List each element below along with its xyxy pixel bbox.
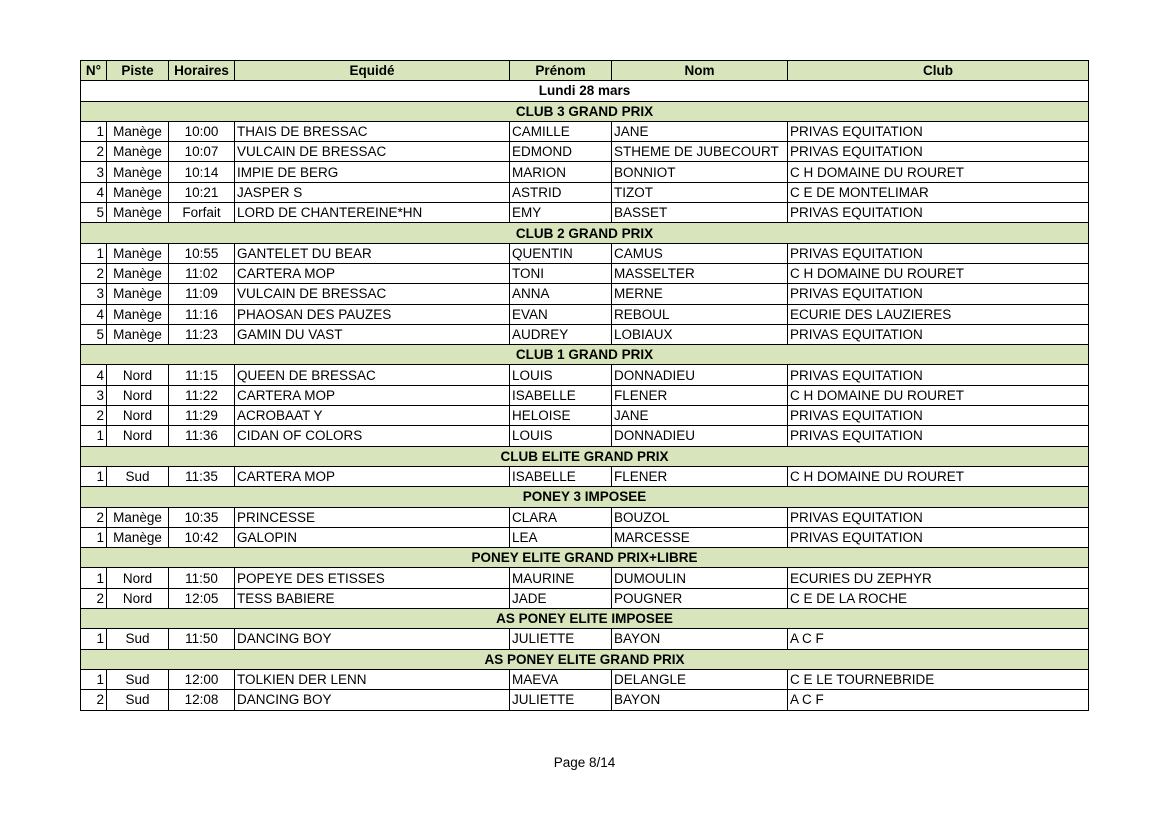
entry-time: 10:55 xyxy=(169,243,235,263)
entry-first-name: EMY xyxy=(510,203,612,223)
entry-club: PRIVAS EQUITATION xyxy=(788,243,1089,263)
entry-piste: Nord xyxy=(107,426,169,446)
entry-time: 10:35 xyxy=(169,507,235,527)
entry-first-name: JULIETTE xyxy=(510,629,612,649)
section-title: CLUB 3 GRAND PRIX xyxy=(81,101,1089,121)
entry-first-name: CAMILLE xyxy=(510,121,612,141)
entry-last-name: POUGNER xyxy=(612,588,788,608)
entry-last-name: BASSET xyxy=(612,203,788,223)
entry-first-name: LEA xyxy=(510,527,612,547)
entry-first-name: EVAN xyxy=(510,304,612,324)
entry-horse: DANCING BOY xyxy=(235,629,510,649)
entry-horse: DANCING BOY xyxy=(235,690,510,710)
entry-last-name: MARCESSE xyxy=(612,527,788,547)
entry-time: 11:16 xyxy=(169,304,235,324)
entry-last-name: DONNADIEU xyxy=(612,426,788,446)
entry-first-name: AUDREY xyxy=(510,324,612,344)
entry-number: 1 xyxy=(81,568,107,588)
entry-piste: Manège xyxy=(107,203,169,223)
entry-time: 10:07 xyxy=(169,142,235,162)
header-row xyxy=(81,61,1089,81)
entry-club: PRIVAS EQUITATION xyxy=(788,121,1089,141)
entry-first-name: CLARA xyxy=(510,507,612,527)
entry-time: 11:09 xyxy=(169,284,235,304)
entry-club: C E DE LA ROCHE xyxy=(788,588,1089,608)
entry-piste: Manège xyxy=(107,527,169,547)
table-row xyxy=(81,365,1089,385)
entry-first-name: EDMOND xyxy=(510,142,612,162)
entry-first-name: MAEVA xyxy=(510,669,612,689)
entry-number: 2 xyxy=(81,406,107,426)
entry-piste: Manège xyxy=(107,263,169,283)
entry-last-name: BAYON xyxy=(612,629,788,649)
entry-number: 4 xyxy=(81,304,107,324)
entry-first-name: TONI xyxy=(510,263,612,283)
entry-last-name: DELANGLE xyxy=(612,669,788,689)
col-header-equide: Equidé xyxy=(235,61,510,81)
entry-horse: TESS BABIERE xyxy=(235,588,510,608)
entry-piste: Manège xyxy=(107,142,169,162)
entry-time: 11:50 xyxy=(169,568,235,588)
entry-horse: PHAOSAN DES PAUZES xyxy=(235,304,510,324)
entry-horse: CARTERA MOP xyxy=(235,385,510,405)
entry-last-name: LOBIAUX xyxy=(612,324,788,344)
entry-horse: JASPER S xyxy=(235,182,510,202)
entry-number: 2 xyxy=(81,588,107,608)
section-title: AS PONEY ELITE GRAND PRIX xyxy=(81,649,1089,669)
entry-number: 3 xyxy=(81,162,107,182)
entry-number: 1 xyxy=(81,121,107,141)
table-row xyxy=(81,324,1089,344)
entry-piste: Manège xyxy=(107,507,169,527)
entry-last-name: BAYON xyxy=(612,690,788,710)
table-body xyxy=(81,81,1089,710)
table-row xyxy=(81,162,1089,182)
entry-first-name: MARION xyxy=(510,162,612,182)
entry-last-name: FLENER xyxy=(612,385,788,405)
entry-number: 3 xyxy=(81,385,107,405)
entry-club: C E DE MONTELIMAR xyxy=(788,182,1089,202)
entry-time: 12:05 xyxy=(169,588,235,608)
section-row xyxy=(81,446,1089,466)
entry-horse: THAIS DE BRESSAC xyxy=(235,121,510,141)
entry-horse: CARTERA MOP xyxy=(235,263,510,283)
entry-time: 11:35 xyxy=(169,466,235,486)
table-row xyxy=(81,426,1089,446)
entry-horse: POPEYE DES ETISSES xyxy=(235,568,510,588)
table-row xyxy=(81,690,1089,710)
entry-club: C H DOMAINE DU ROURET xyxy=(788,263,1089,283)
section-title: CLUB 1 GRAND PRIX xyxy=(81,345,1089,365)
entry-piste: Manège xyxy=(107,243,169,263)
table-row xyxy=(81,629,1089,649)
entry-last-name: MASSELTER xyxy=(612,263,788,283)
start-list-table xyxy=(80,60,1089,711)
day-label: Lundi 28 mars xyxy=(81,81,1089,101)
table-row xyxy=(81,568,1089,588)
entry-piste: Sud xyxy=(107,669,169,689)
entry-first-name: ANNA xyxy=(510,284,612,304)
entry-first-name: LOUIS xyxy=(510,365,612,385)
entry-piste: Sud xyxy=(107,690,169,710)
entry-piste: Manège xyxy=(107,121,169,141)
entry-first-name: JULIETTE xyxy=(510,690,612,710)
table-row xyxy=(81,121,1089,141)
entry-horse: GALOPIN xyxy=(235,527,510,547)
section-title: PONEY ELITE GRAND PRIX+LIBRE xyxy=(81,548,1089,568)
section-title: CLUB ELITE GRAND PRIX xyxy=(81,446,1089,466)
entry-piste: Manège xyxy=(107,182,169,202)
table-row xyxy=(81,507,1089,527)
entry-horse: ACROBAAT Y xyxy=(235,406,510,426)
entry-last-name: DUMOULIN xyxy=(612,568,788,588)
entry-number: 1 xyxy=(81,426,107,446)
table-row xyxy=(81,142,1089,162)
entry-piste: Nord xyxy=(107,406,169,426)
entry-last-name: CAMUS xyxy=(612,243,788,263)
entry-horse: GAMIN DU VAST xyxy=(235,324,510,344)
entry-club: C H DOMAINE DU ROURET xyxy=(788,466,1089,486)
entry-time: 10:14 xyxy=(169,162,235,182)
entry-piste: Manège xyxy=(107,324,169,344)
entry-time: 11:50 xyxy=(169,629,235,649)
entry-last-name: REBOUL xyxy=(612,304,788,324)
table-row xyxy=(81,527,1089,547)
entry-club: C H DOMAINE DU ROURET xyxy=(788,162,1089,182)
entry-club: C E LE TOURNEBRIDE xyxy=(788,669,1089,689)
entry-time: 11:29 xyxy=(169,406,235,426)
entry-time: 11:23 xyxy=(169,324,235,344)
entry-piste: Sud xyxy=(107,629,169,649)
entry-club: ECURIE DES LAUZIERES xyxy=(788,304,1089,324)
entry-number: 4 xyxy=(81,365,107,385)
section-title: CLUB 2 GRAND PRIX xyxy=(81,223,1089,243)
entry-number: 2 xyxy=(81,690,107,710)
entry-number: 2 xyxy=(81,263,107,283)
entry-time: 11:22 xyxy=(169,385,235,405)
col-header-piste: Piste xyxy=(107,61,169,81)
entry-club: PRIVAS EQUITATION xyxy=(788,324,1089,344)
entry-club: ECURIES DU ZEPHYR xyxy=(788,568,1089,588)
entry-time: 10:42 xyxy=(169,527,235,547)
entry-time: 10:00 xyxy=(169,121,235,141)
col-header-prenom: Prénom xyxy=(510,61,612,81)
entry-piste: Manège xyxy=(107,284,169,304)
section-row xyxy=(81,609,1089,629)
entry-horse: VULCAIN DE BRESSAC xyxy=(235,284,510,304)
entry-horse: TOLKIEN DER LENN xyxy=(235,669,510,689)
entry-number: 2 xyxy=(81,507,107,527)
entry-piste: Sud xyxy=(107,466,169,486)
col-header-no: N° xyxy=(81,61,107,81)
table-row xyxy=(81,243,1089,263)
table-row xyxy=(81,182,1089,202)
entry-horse: PRINCESSE xyxy=(235,507,510,527)
col-header-club: Club xyxy=(788,61,1089,81)
entry-first-name: QUENTIN xyxy=(510,243,612,263)
table-row xyxy=(81,669,1089,689)
table-row xyxy=(81,284,1089,304)
section-title: AS PONEY ELITE IMPOSEE xyxy=(81,609,1089,629)
entry-number: 1 xyxy=(81,527,107,547)
entry-club: PRIVAS EQUITATION xyxy=(788,527,1089,547)
entry-number: 1 xyxy=(81,629,107,649)
col-header-nom: Nom xyxy=(612,61,788,81)
entry-horse: GANTELET DU BEAR xyxy=(235,243,510,263)
entry-first-name: ISABELLE xyxy=(510,466,612,486)
entry-club: A C F xyxy=(788,629,1089,649)
entry-piste: Nord xyxy=(107,385,169,405)
col-header-horaires: Horaires xyxy=(169,61,235,81)
entry-last-name: JANE xyxy=(612,406,788,426)
table-row xyxy=(81,466,1089,486)
entry-piste: Manège xyxy=(107,162,169,182)
entry-time: 11:02 xyxy=(169,263,235,283)
entry-horse: CIDAN OF COLORS xyxy=(235,426,510,446)
table-row xyxy=(81,385,1089,405)
entry-horse: CARTERA MOP xyxy=(235,466,510,486)
entry-last-name: BOUZOL xyxy=(612,507,788,527)
entry-number: 5 xyxy=(81,203,107,223)
entry-first-name: MAURINE xyxy=(510,568,612,588)
entry-time: 11:15 xyxy=(169,365,235,385)
entry-piste: Nord xyxy=(107,568,169,588)
entry-club: PRIVAS EQUITATION xyxy=(788,365,1089,385)
entry-first-name: ISABELLE xyxy=(510,385,612,405)
section-row xyxy=(81,223,1089,243)
entry-number: 1 xyxy=(81,243,107,263)
entry-time: Forfait xyxy=(169,203,235,223)
table-row xyxy=(81,588,1089,608)
entry-time: 12:00 xyxy=(169,669,235,689)
entry-last-name: FLENER xyxy=(612,466,788,486)
entry-last-name: DONNADIEU xyxy=(612,365,788,385)
entry-piste: Manège xyxy=(107,304,169,324)
entry-number: 4 xyxy=(81,182,107,202)
entry-club: C H DOMAINE DU ROURET xyxy=(788,385,1089,405)
section-row xyxy=(81,345,1089,365)
entry-horse: IMPIE DE BERG xyxy=(235,162,510,182)
section-row xyxy=(81,649,1089,669)
entry-horse: LORD DE CHANTEREINE*HN xyxy=(235,203,510,223)
section-row xyxy=(81,101,1089,121)
entry-number: 1 xyxy=(81,669,107,689)
table-row xyxy=(81,304,1089,324)
entry-first-name: HELOISE xyxy=(510,406,612,426)
entry-time: 11:36 xyxy=(169,426,235,446)
entry-club: PRIVAS EQUITATION xyxy=(788,284,1089,304)
section-row xyxy=(81,548,1089,568)
entry-horse: QUEEN DE BRESSAC xyxy=(235,365,510,385)
table-row xyxy=(81,406,1089,426)
section-title: PONEY 3 IMPOSEE xyxy=(81,487,1089,507)
section-row xyxy=(81,487,1089,507)
table-row xyxy=(81,263,1089,283)
entry-number: 3 xyxy=(81,284,107,304)
entry-number: 1 xyxy=(81,466,107,486)
entry-last-name: TIZOT xyxy=(612,182,788,202)
entry-time: 10:21 xyxy=(169,182,235,202)
entry-piste: Nord xyxy=(107,365,169,385)
entry-horse: VULCAIN DE BRESSAC xyxy=(235,142,510,162)
entry-number: 2 xyxy=(81,142,107,162)
entry-first-name: JADE xyxy=(510,588,612,608)
entry-last-name: MERNE xyxy=(612,284,788,304)
entry-piste: Nord xyxy=(107,588,169,608)
entry-club: A C F xyxy=(788,690,1089,710)
entry-number: 5 xyxy=(81,324,107,344)
entry-club: PRIVAS EQUITATION xyxy=(788,507,1089,527)
entry-club: PRIVAS EQUITATION xyxy=(788,406,1089,426)
entry-club: PRIVAS EQUITATION xyxy=(788,426,1089,446)
entry-last-name: STHEME DE JUBECOURT xyxy=(612,142,788,162)
entry-time: 12:08 xyxy=(169,690,235,710)
table-row xyxy=(81,203,1089,223)
entry-last-name: JANE xyxy=(612,121,788,141)
entry-last-name: BONNIOT xyxy=(612,162,788,182)
page-number: Page 8/14 xyxy=(553,755,616,770)
entry-first-name: LOUIS xyxy=(510,426,612,446)
entry-first-name: ASTRID xyxy=(510,182,612,202)
entry-club: PRIVAS EQUITATION xyxy=(788,142,1089,162)
entry-club: PRIVAS EQUITATION xyxy=(788,203,1089,223)
day-row xyxy=(81,81,1089,101)
